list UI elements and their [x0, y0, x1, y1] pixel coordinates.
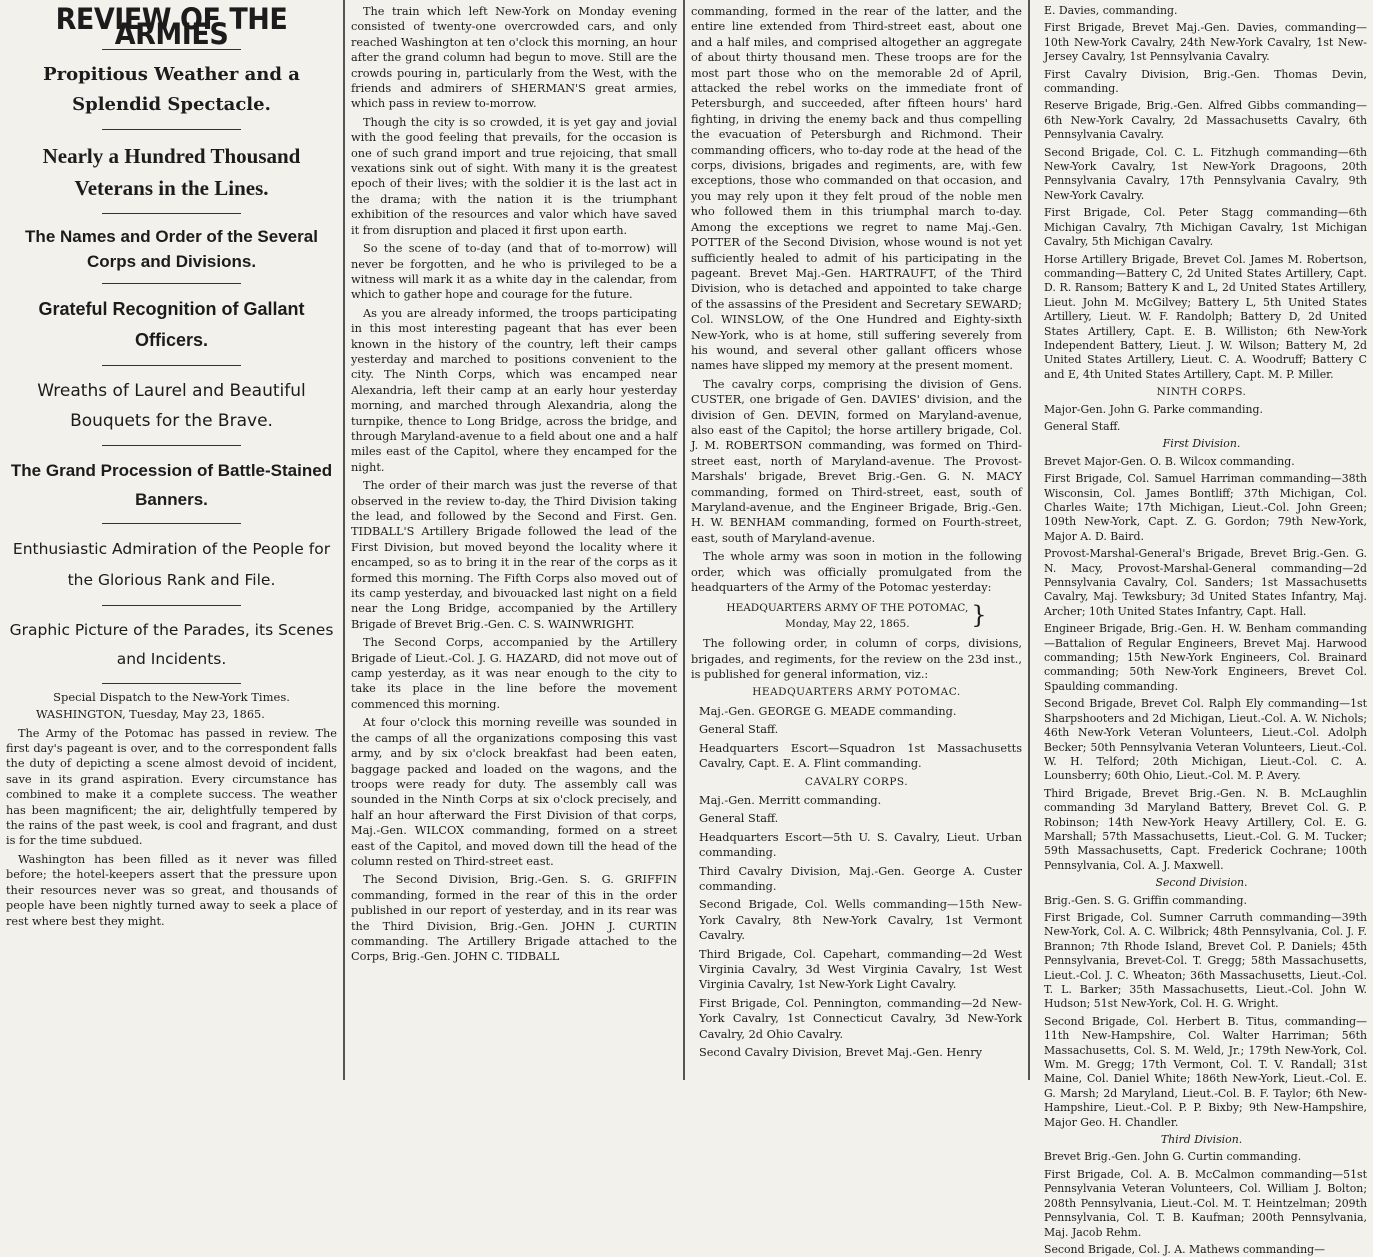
list-item: Second Brigade, Col. C. L. Fitzhugh commanding—6th New-York Cavalry, 1st New-York Dragoons, 20th Pennsylvania Cavalry, 17th Pennsylvania Cavalry, 9th New-York Cavalry. [1044, 145, 1367, 202]
list-item: Provost-Marshal-General's Brigade, Brevet Brig.-Gen. G. N. Macy, Provost-Marshal-General commanding—2d Pennsylvania Cavalry, Col. Sanders; 1st Massachusetts Cavalry, Maj. Tewksbury; 3d United States Infantry, Maj. Archer; 10th United States Infantry, Capt. Hall. [1044, 547, 1367, 618]
paragraph: Though the city is so crowded, it is yet gay and jovial with the good feeling that prevails, for the occasion is one of such grand import and true rejoicing, that small vexations sink out of sight. With many it is the greatest epoch of their lives; with the soldier it is the last act in the drama; with the nation it is the triumphant exhibition of the resources and valor which have saved it from disruption and placed it first upon earth. [351, 115, 677, 237]
paragraph: At four o'clock this morning reveille was sounded in the camps of all the organizations composing this vast army, and by six o'clock breakfast had been eaten, baggage packed and loaded on the wagons, and the troops were ready for duty. The assembly call was sounded in the Ninth Corps at six o'clock precisely, and half an hour afterward the First Division of that corps, Maj.-Gen. WILCOX commanding, formed on a street east of the Capitol, and moved down till the head of the column rested on Third-street east. [351, 716, 677, 868]
deck-2: Nearly a Hundred Thousand Veterans in the Lines. [42, 143, 301, 200]
list-item: Headquarters Escort—Squadron 1st Massachusetts Cavalry, Capt. E. A. Flint commanding. [699, 741, 1022, 771]
list-item: E. Davies, commanding. [1044, 4, 1178, 17]
list-item: Maj.-Gen. GEORGE G. MEADE commanding. [699, 704, 957, 718]
division-heading: Second Division. [1155, 876, 1248, 890]
list-item: First Cavalry Division, Brig.-Gen. Thomas Devin, commanding. [1044, 67, 1367, 96]
rule [102, 683, 241, 684]
brace-glyph: } [971, 601, 987, 630]
list-item: Brevet Major-Gen. O. B. Wilcox commanding. [1044, 454, 1295, 468]
paragraph: Washington has been filled as it never was filled before; the hotel-keepers assert that the pressure upon their resources never was so great, and thousands of people have been nightly turned away to seek a place of rest where best they might. [6, 852, 337, 928]
deck-7: Enthusiastic Admiration of the People for the Glorious Rank and File. [12, 539, 331, 589]
list-item: Second Brigade, Brevet Col. Ralph Ely commanding—1st Sharpshooters and 2d Michigan, Lieut.-Col. A. W. Nichols; 46th New-York Veteran Volunteers, Lieut.-Col. Adolph Becker; 50th Pennsylvania Veteran Volunteers, Lieut.-Col. W. H. Telford; 20th Michigan, Lieut.-Col. C. A. Lounsberry; 60th Ohio, Lieut.-Col. M. P. Avery. [1044, 697, 1367, 783]
paragraph: The Second Corps, accompanied by the Artillery Brigade of Lieut.-Col. J. G. HAZARD, did not move out of camp yesterday, as it was near enough to the city to take its place in the line before the movement commenced this morning. [351, 636, 677, 711]
order-header-line-1: HEADQUARTERS ARMY OF THE POTOMAC, [726, 602, 969, 615]
list-item: First Brigade, Brevet Maj.-Gen. Davies, commanding—10th New-York Cavalry, 24th New-York Cavalry, 1st New-Jersey Cavalry, 1st Pennsylvania Cavalry. [1044, 21, 1367, 64]
deck-6: The Grand Procession of Battle-Stained Banners. [10, 460, 333, 509]
list-item: General Staff. [699, 723, 779, 737]
list-item: First Brigade, Col. Pennington, commanding—2d New-York Cavalry, 1st Connecticut Cavalry, 3d New-York Cavalry, 2d Ohio Cavalry. [699, 996, 1022, 1041]
deck-5: Wreaths of Laurel and Beautiful Bouquets for the Brave. [37, 380, 306, 431]
section-heading: CAVALRY CORPS. [804, 775, 909, 788]
paragraph: The cavalry corps, comprising the division of Gens. CUSTER, one brigade of Gen. DAVIES' division, and the division of Gen. DEVIN, formed on Maryland-avenue, also east of the Capitol; the horse artillery brigade, Col. J. M. ROBERTSON commanding, was formed on Third-street east, north of Maryland-avenue. The Provost-Marshals' brigade, Brevet Brig.-Gen. G. N. MACY commanding, formed on Third-street, east, south of Maryland-avenue, and the Engineer Brigade, Brig.-Gen. H. W. BENHAM commanding, formed on Fourth-street, east, south of Maryland-avenue. [691, 377, 1022, 545]
dateline: WASHINGTON, Tuesday, May 23, 1865. [36, 708, 265, 722]
order-header [691, 601, 1022, 632]
list-item: Major-Gen. John G. Parke commanding. [1044, 402, 1263, 416]
paragraph: The order of their march was just the reverse of that observed in the review to-day, the Third Division taking the lead, and followed by the Second and First. Gen. TIDBALL'S Artillery Brigade followed the lead of the First Division, but moved beyond the locality where it encamped, so as to bring it in the rear of the corps as it formed this morning. The Fifth Corps also moved out of its camp yesterday, and bivouacked last night on a field near the Long Bridge, accompanied by the Artillery Brigade of Brevet Brig.-Gen. C. S. WAINWRIGHT. [351, 479, 677, 631]
list-item: Brig.-Gen. S. G. Griffin commanding. [1044, 893, 1247, 907]
list-item: Second Brigade, Col. J. A. Mathews commanding— [1044, 1242, 1326, 1256]
list-item: Brevet Brig.-Gen. John G. Curtin commanding. [1044, 1150, 1302, 1164]
list-item: First Brigade, Col. Peter Stagg commanding—6th Michigan Cavalry, 7th Michigan Cavalry, 1st Michigan Cavalry, 5th Michigan Cavalry. [1044, 206, 1367, 249]
list-item: Third Brigade, Col. Capehart, commanding—2d West Virginia Cavalry, 3d West Virginia Cavalry, 1st West Virginia Cavalry, 1st New-York Light Cavalry. [699, 947, 1022, 992]
paragraph: The whole army was soon in motion in the following order, which was officially promulgated from the headquarters of the Army of the Potomac yesterday: [691, 550, 1022, 595]
list-item: Third Cavalry Division, Maj.-Gen. George A. Custer commanding. [699, 864, 1022, 893]
column-4 [1030, 0, 1373, 1256]
paragraph: The train which left New-York on Monday evening consisted of twenty-one overcrowded cars, and only reached Washington at ten o'clock this morning, an hour after the grand column had begun to move. Still are the crowds pouring in, particularly from the West, with the friends and admirers of SHERMAN'S great armies, which pass in review to-morrow. [351, 5, 677, 111]
list-item: Second Brigade, Col. Herbert B. Titus, commanding—11th New-Hampshire, Col. Walter Harriman; 56th Massachusetts, Col. S. M. Weld, Jr.; 179th New-York, Col. Wm. M. Gregg; 17th Vermont, Col. T. V. Randall; 31st Maine, Col. Daniel White; 186th New-York, Lieut.-Col. E. G. Marsh; 2d Maryland, Lieut.-Col. B. F. Taylor; 6th New-Hampshire, Lieut.-Col. P. P. Bixby; 9th New-Hampshire, Major Geo. H. Chandler. [1044, 1014, 1367, 1129]
division-heading: Third Division. [1160, 1133, 1243, 1147]
list-item: First Brigade, Col. Sumner Carruth commanding—39th New-York, Col. A. C. Wilbrick; 48th Pennsylvania, Col. J. F. Brannon; 7th Rhode Island, Brevet Col. P. Daniels; 45th Pennsylvania, Brevet-Col. T. Gregg; 58th Massachusetts, Lieut.-Col. J. C. Wheaton; 36th Massachusetts, Lieut.-Col. T. L. Barker; 35th Massachusetts, Lieut.-Col. John W. Hudson; 51st New-York, Col. H. G. Wright. [1044, 910, 1367, 1011]
list-item: General Staff. [699, 812, 779, 826]
dispatch-line: Special Dispatch to the New-York Times. [53, 689, 290, 704]
list-item: First Brigade, Col. Samuel Harriman commanding—38th Wisconsin, Col. James Bontliff; 37th Michigan, Col. Charles Waite; 17th Michigan, Lieut.-Col. John Green; 109th New-York, Capt. Z. G. Gordon; 79th New-York, Major A. D. Baird. [1044, 472, 1367, 543]
deck-3: The Names and Order of the Several Corps and Divisions. [25, 226, 318, 271]
column-3 [685, 0, 1030, 1080]
list-item: Second Brigade, Col. Wells commanding—15th New-York Cavalry, 8th New-York Cavalry, 1st Vermont Cavalry. [699, 898, 1022, 943]
paragraph: As you are already informed, the troops participating in this most interesting pageant that has ever been known in the history of the country, left their camps yesterday and marched to positions convenient to the city. The Ninth Corps, which was encamped near Alexandria, left their camp at an early hour yesterday morning, and marched through Alexandria, along the turnpike, thence to Long Bridge, across the bridge, and through Maryland-avenue to a field about one and a half miles east of the Capitol, where they encamped for the night. [351, 306, 677, 474]
list-item: Headquarters Escort—5th U. S. Cavalry, Lieut. Urban commanding. [699, 830, 1022, 860]
paragraph: commanding, formed in the rear of the latter, and the entire line extended from Third-street east, about one and a half miles, and comprised altogether an aggregate of about thirty thousand men. These troops are for the most part those who on the memorable 2d of April, attacked the rebel works on the immediate front of Petersburgh, and succeeded, after fifteen hours' hard fighting, in driving the enemy back and thus compelling the evacuation of Petersburgh and Richmond. Their commanding officers, who to-day rode at the head of the corps, divisions, brigades and regiments, are, with few exceptions, those who commanded on that occasion, and you may rely upon it they felt proud of the noble men who followed them in this triumphal march to-day. Among the exceptions we regret to name Maj.-Gen. POTTER of the Second Division, whose wound is not yet sufficiently healed to admit of his participating in the pageant. Brevet Maj.-Gen. HARTRAUFT, of the Third Division, who is detached and appointed to take charge of the assassins of the President and Secretary SEWARD; Col. WINSLOW, of the One Hundred and Eighty-sixth New-York, who is at home, still suffering severely from his wound, and several other gallant officers whose names have slipped my memory at the present moment. [691, 5, 1022, 373]
paragraph: So the scene of to-day (and that of to-morrow) will never be forgotten, and he who is privileged to be a witness will mark it as a white day in the calendar, from which to gather hope and courage for the future. [351, 242, 677, 302]
list-item: Second Cavalry Division, Brevet Maj.-Gen. Henry [699, 1046, 983, 1059]
deck-1: Propitious Weather and a Splendid Spectacle. [43, 63, 300, 115]
list-item: Third Brigade, Brevet Brig.-Gen. N. B. McLaughlin commanding 3d Maryland Battery, Brevet Col. G. P. Robinson; 14th New-York Heavy Artillery, Col. E. G. Marshall; 57th Massachusetts, Lieut.-Col. G. M. Tucker; 59th Massachusetts, Capt. Frederick Cochrane; 100th Pennsylvania, Col. A. J. Maxwell. [1044, 786, 1367, 872]
section-heading: NINTH CORPS. [1156, 386, 1247, 399]
list-item: Horse Artillery Brigade, Brevet Col. James M. Robertson, commanding—Battery C, 2d United States Artillery, Capt. D. R. Ransom; Battery K and L, 2d United States Artillery, Lieut. John M. McGilvey; Battery L, 5th United States Artillery, Lieut. W. F. Randolph; Battery D, 2d United States Artillery, Capt. E. B. Williston; 6th New-York Independent Battery, Lieut. J. W. Wilson; Battery M, 2d United States Artillery, Lieut. C. A. Woodruff; Battery C and E, 4th United States Artillery, Capt. M. P. Miller. [1044, 252, 1367, 381]
list-item: Reserve Brigade, Brig.-Gen. Alfred Gibbs commanding—6th New-York Cavalry, 2d Massachusetts Cavalry, 6th Pennsylvania Cavalry. [1044, 99, 1367, 142]
deck-8: Graphic Picture of the Parades, its Scenes and Incidents. [9, 620, 334, 668]
paragraph: The Army of the Potomac has passed in review. The first day's pageant is over, and to the correspondent falls the duty of depicting a scene almost devoid of incident, save in its grand aspiration. Every circumstance has combined to make it a complete success. The weather has been magnificent; the air, delightfully tempered by the rains of the past week, is cool and fragrant, and dust is for the time subdued. [6, 726, 337, 848]
list-item: Maj.-Gen. Merritt commanding. [699, 793, 882, 807]
list-item: Engineer Brigade, Brig.-Gen. H. W. Benham commanding—Battalion of Regular Engineers, Brevet Maj. Harwood commanding; 15th New-York Engineers, Col. Brainard commanding; 50th New-York Engineers, Brevet Col. Spaulding commanding. [1044, 622, 1367, 693]
list-item: General Staff. [1044, 419, 1121, 433]
list-item: First Brigade, Col. A. B. McCalmon commanding—51st Pennsylvania Veteran Volunteers, Col. William J. Bolton; 208th Pennsylvania, Lieut.-Col. M. T. Heintzelman; 209th Pennsylvania, Col. T. B. Kaufman; 200th Pennsylvania, Maj. Jacob Rehm. [1044, 1167, 1367, 1239]
order-header-line-2: Monday, May 22, 1865. [785, 617, 910, 630]
division-heading: First Division. [1162, 437, 1241, 451]
column-2 [345, 0, 685, 1080]
column-1 [0, 0, 345, 1080]
section-heading: HEADQUARTERS ARMY POTOMAC. [752, 686, 961, 699]
paragraph: The following order, in column of corps, divisions, brigades, and regiments, for the review on the 23d inst., is published for general information, viz.: [691, 637, 1022, 682]
deck-4: Grateful Recognition of Gallant Officers. [38, 298, 305, 350]
main-headline: REVIEW OF THE ARMIES [55, 2, 288, 52]
paragraph: The Second Division, Brig.-Gen. S. G. GRIFFIN commanding, formed in the rear of this in the order published in our report of yesterday, and in its rear was the Third Division, Brig.-Gen. JOHN J. CURTIN commanding. The Artillery Brigade attached to the Corps, Brig.-Gen. JOHN C. TIDBALL [351, 873, 677, 964]
